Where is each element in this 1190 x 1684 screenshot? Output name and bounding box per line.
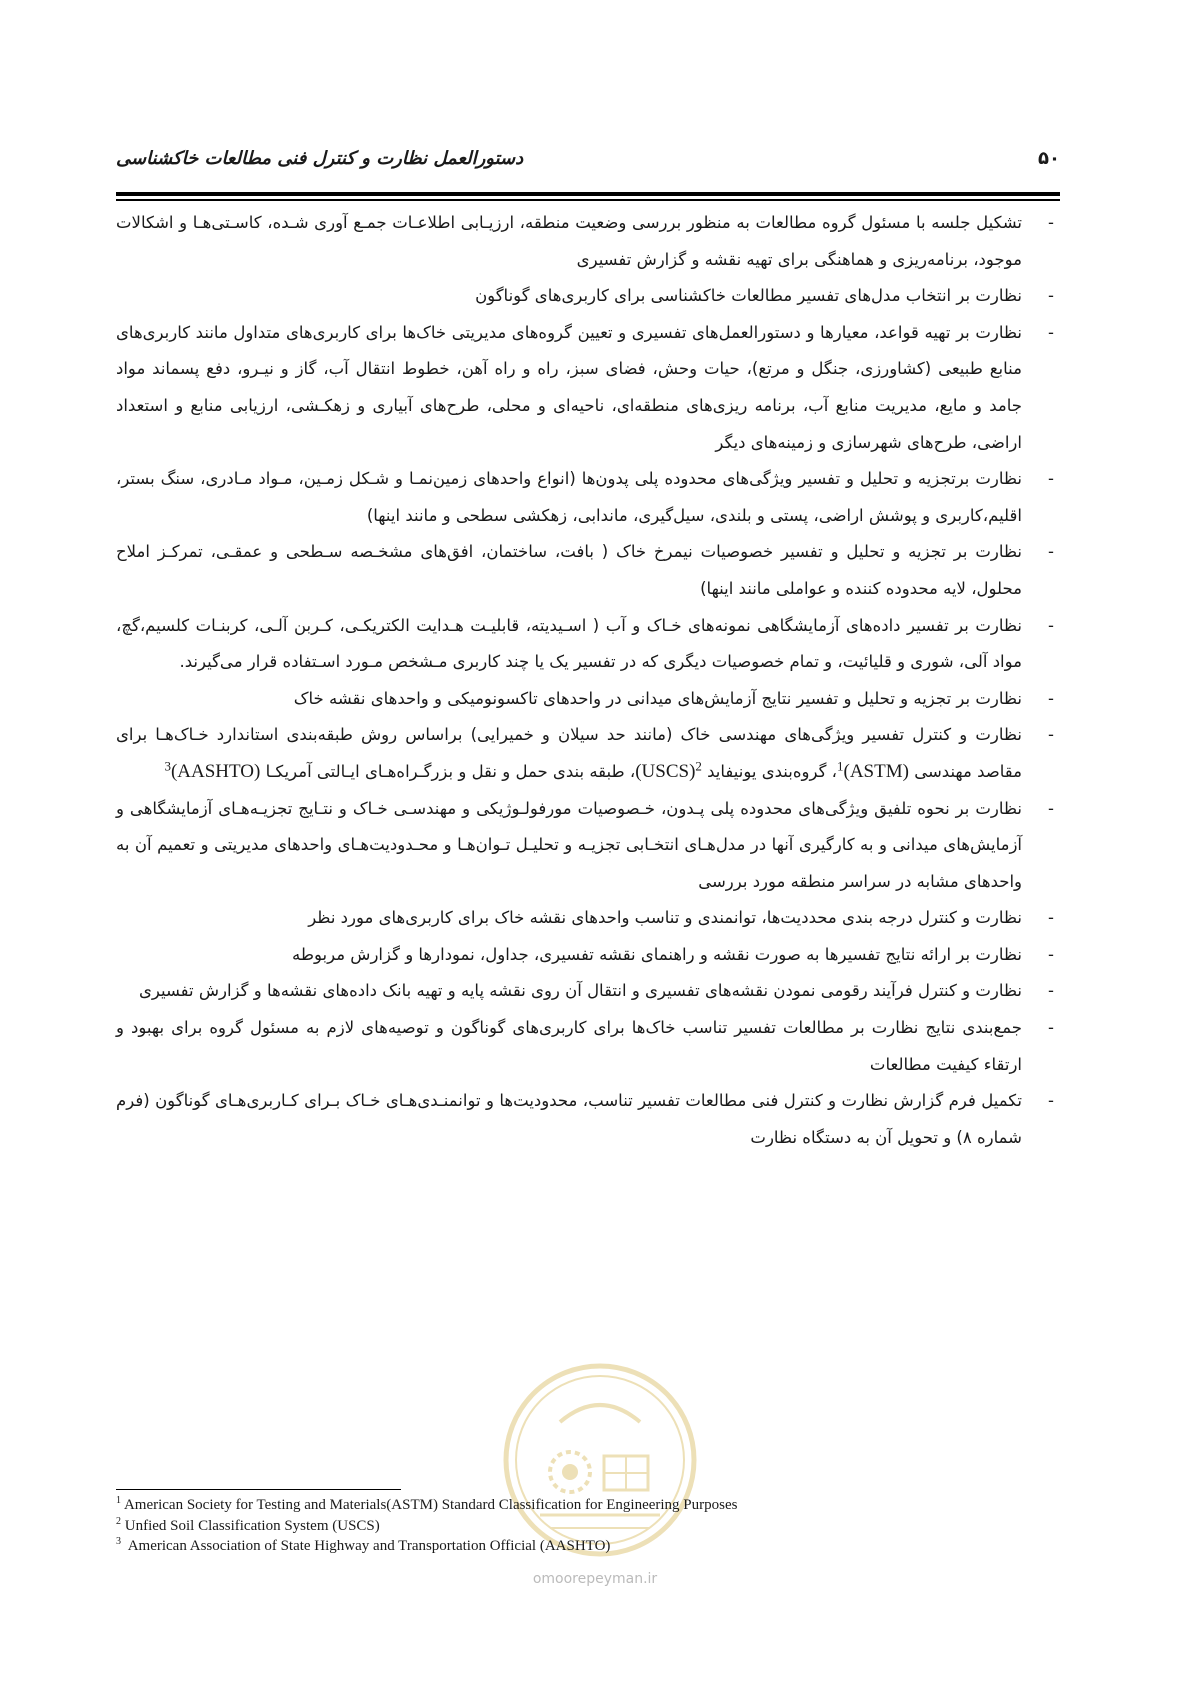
list-item-text: نظارت برتجزیه و تحلیل و تفسیر ویژگی‌های محدوده پلی پدون‌ها (انواع واحدهای زمین‌نمـا و شـکل زمـین، مـواد مـادری، سنگ بستر، اقلیم،کاربری و پوشش اراضی، پستی و بلندی، سیل‌گیری، ماندابی، زهکشی سطحی و مانند اینها): [116, 469, 1022, 525]
footnote-mark: 3: [116, 1536, 121, 1547]
watermark-site: omoorepeyman.ir: [532, 1571, 658, 1587]
running-title: دستورالعمل نظارت و کنترل فنی مطالعات خاکشناسی: [116, 148, 524, 169]
footnote-ref-3: 3: [164, 758, 171, 774]
footnote-ref-1: 1: [837, 758, 844, 774]
bullet-dash: -: [1048, 944, 1054, 964]
list-item: [116, 278, 1060, 315]
list-item: [116, 315, 1060, 461]
footnote-2: [116, 1514, 1016, 1535]
bullet-dash: -: [1048, 798, 1054, 818]
list-item-text: نظارت و کنترل تفسیر ویژگی‌های مهندسی خاک (مانند حد سیلان و خمیرایی) براساس روش طبقه‌بندی استاندارد خـاک‌هـا برای مقاصد مهندسی: [116, 725, 1022, 781]
list-item-text: جمع‌بندی نتایج نظارت بر مطالعات تفسیر تناسب خاک‌ها برای کاربری‌های گوناگون و توصیه‌های لازم به مسئول گروه برای بهبود و ارتقاء کیفیت مطالعات: [116, 1018, 1022, 1074]
footnote-ref-2: 2: [695, 758, 702, 774]
bullet-list: [116, 205, 1060, 1156]
footnotes: [116, 1493, 1016, 1555]
bullet-dash: -: [1048, 213, 1054, 232]
list-item-text: نظارت بر انتخاب مدل‌های تفسیر مطالعات خاکشناسی برای کاربری‌های گوناگون: [475, 286, 1022, 306]
list-item-text: نظارت بر نحوه تلفیق ویژگی‌های محدوده پلی پـدون، خـصوصیات مورفولـوژیکی و مهندسـی خـاک و نتـایج تجزیـه‌هـای آزمایشگاهی و آزمایش‌های میدانی و به کارگیری آنها در مدل‌هـای انتخـابی تجزیـه و تحلیـل تـوان‌هـا و محـدودیت‌هـای واحدهای مدیریتی و تعمیم آن به واحدهای مشابه در سراسر منطقه مورد بررسی: [116, 798, 1022, 891]
list-item-text: نظارت بر ارائه نتایج تفسیرها به صورت نقشه و راهنمای نقشه تفسیری، جداول، نمودارها و گزارش مربوطه: [292, 944, 1022, 964]
list-item-text: تشکیل جلسه با مسئول گروه مطالعات به منظور بررسی وضعیت منطقه، ارزیـابی اطلاعـات جمـع آوری شـده، کاسـتی‌هـا و اشکالات موجود، برنامه‌ریزی و هماهنگی برای تهیه نقشه و گزارش تفسیری: [116, 213, 1022, 269]
list-item-engineering-classification: [116, 717, 1060, 790]
list-item: [116, 681, 1060, 718]
bullet-dash: -: [1048, 469, 1054, 489]
list-item: [116, 205, 1060, 278]
page-number: ۵۰: [1038, 148, 1060, 169]
footnote-1: [116, 1493, 1016, 1514]
header-rule-thin: [116, 199, 1060, 201]
bullet-dash: -: [1048, 286, 1054, 306]
bullet-dash: -: [1048, 981, 1054, 1001]
list-item: [116, 937, 1060, 974]
bullet-dash: -: [1048, 725, 1054, 745]
list-item-text: ، گروه‌بندی یونیفاید: [707, 761, 837, 781]
list-item: [116, 791, 1060, 901]
list-item: [116, 534, 1060, 607]
list-item: [116, 1010, 1060, 1083]
bullet-dash: -: [1048, 542, 1054, 562]
footnote-rule: [116, 1489, 401, 1490]
list-item-text: ، طبقه بندی حمل و نقل و بزرگـراه‌هـای ایـالتی آمریکـا: [265, 761, 636, 781]
list-item-text: نظارت و کنترل درجه بندی محددیت‌ها، توانمندی و تناسب واحدهای نقشه خاک برای کاربری‌های مورد نظر: [308, 908, 1022, 928]
footnote-text: Unfied Soil Classification System (USCS): [124, 1517, 380, 1534]
header-rule-thick: [116, 192, 1060, 196]
list-item: [116, 608, 1060, 681]
list-item: [116, 973, 1060, 1010]
footnote-mark: 1: [116, 1495, 121, 1506]
list-item: [116, 1083, 1060, 1156]
bullet-dash: -: [1048, 908, 1054, 928]
list-item: [116, 900, 1060, 937]
footnote-text: American Association of State Highway and Transportation Official (AASHTO): [127, 1538, 611, 1554]
footnote-3: [116, 1534, 1016, 1555]
abbreviation-astm: (ASTM): [843, 760, 909, 782]
list-item-text: تکمیل فرم گزارش نظارت و کنترل فنی مطالعات تفسیر تناسب، محدودیت‌ها و توانمنـدی‌هـای خـاک بـرای کـاربری‌هـای گوناگون (فرم شماره ۸) و تحویل آن به دستگاه نظارت: [116, 1091, 1022, 1147]
footnote-mark: 2: [116, 1515, 121, 1527]
list-item-text: نظارت و کنترل فرآیند رقومی نمودن نقشه‌های تفسیری و انتقال آن روی نقشه پایه و تهیه بانک داده‌های نقشه‌ها و گزارش تفسیری: [138, 981, 1022, 1001]
bullet-dash: -: [1048, 615, 1054, 635]
abbreviation-aashto: (AASHTO): [170, 760, 261, 782]
list-item: [116, 461, 1060, 534]
list-item-text: نظارت بر تهیه قواعد، معیارها و دستورالعمل‌های تفسیری و تعیین گروه‌های مدیریتی خاک‌ها برای کاربری‌های متداول مانند کاربری‌های منابع طبیعی (کشاورزی، جنگل و مرتع)، حیات وحش، فضای سبز، راه و راه آهن، خطوط انتقال آب، گاز و نیـرو، دفع پسماند مواد جامد و مایع، مدیریت منابع آب، برنامه ریزی‌های منطقه‌ای، ناحیه‌ای و محلی، طرح‌های آبیاری و زهکـشی، ارزیابی منابع و استعداد اراضی، طرح‌های شهرسازی و زمینه‌های دیگر: [116, 322, 1022, 452]
abbreviation-uscs: (USCS): [635, 760, 696, 782]
list-item-text: نظارت بر تجزیه و تحلیل و تفسیر نتایج آزمایش‌های میدانی در واحدهای تاکسونومیکی و واحدهای نقشه خاک: [293, 688, 1022, 708]
page-header: [116, 148, 1060, 178]
bullet-dash: -: [1048, 1018, 1054, 1038]
bullet-dash: -: [1048, 322, 1054, 342]
bullet-dash: -: [1048, 688, 1054, 708]
list-item-text: نظارت بر تجزیه و تحلیل و تفسیر خصوصیات نیمرخ خاک ( بافت، ساختمان، افق‌های مشخـصه سـطحی و عمقـی، تمرکـز املاح محلول، لایه محدوده کننده و عواملی مانند اینها): [116, 542, 1022, 598]
list-item-text: نظارت بر تفسیر داده‌های آزمایشگاهی نمونه‌های خـاک و آب ( اسـیدیته، قابلیـت هـدایت الکتریکـی، کـربن آلـی، کربنـات کلسیم،گچ، مواد آلی، شوری و قلیائیت، و تمام خصوصیات دیگری که در تفسیر یک یا چند کاربری مـشخص مـورد اسـتفاده قرار می‌گیرند.: [116, 615, 1022, 672]
footnote-text: American Society for Testing and Materials(ASTM) Standard Classification for Engineering Purposes: [123, 1497, 738, 1513]
bullet-dash: -: [1048, 1091, 1054, 1111]
